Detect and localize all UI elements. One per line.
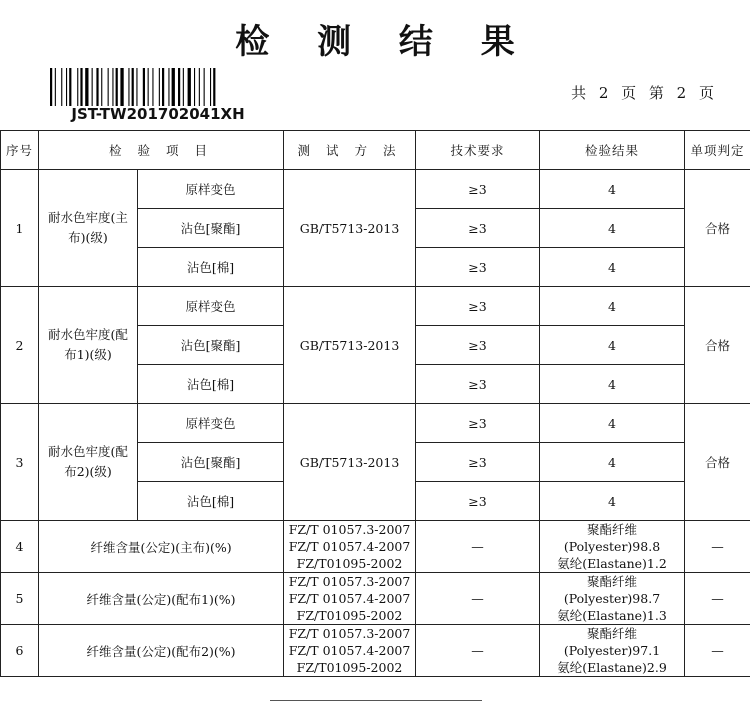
result-cell: 4 — [540, 209, 685, 248]
seq-cell: 6 — [1, 625, 39, 677]
result-cell: 4 — [540, 365, 685, 404]
header-item: 检 验 项 目 — [39, 131, 284, 170]
table-header-row — [1, 131, 750, 170]
result-cell: 4 — [540, 482, 685, 521]
method-line: FZ/T01095-2002 — [296, 608, 403, 623]
method-cell: GB/T5713-2013 — [284, 170, 416, 287]
judgement-cell: 合格 — [685, 170, 750, 287]
requirement-cell: — — [416, 521, 540, 573]
method-cell: GB/T5713-2013 — [284, 287, 416, 404]
seq-cell: 2 — [1, 287, 39, 404]
method-line: FZ/T 01057.4-2007 — [288, 539, 411, 554]
page-title: 检 测 结 果 — [235, 22, 533, 62]
result-cell — [540, 521, 685, 573]
result-line: 聚酯纤维 — [587, 574, 638, 589]
result-cell — [540, 625, 685, 677]
table-row — [1, 521, 750, 573]
method-cell — [284, 573, 416, 625]
sub-item-cell: 沾色[棉] — [138, 248, 284, 287]
requirement-cell: ≥3 — [416, 326, 540, 365]
requirement-cell: ≥3 — [416, 365, 540, 404]
result-line: 氨纶(Elastane)2.9 — [557, 660, 667, 675]
footer-divider — [270, 700, 482, 701]
table-row — [1, 170, 750, 209]
judgement-cell: 合格 — [685, 287, 750, 404]
method-line: FZ/T 01057.4-2007 — [288, 643, 411, 658]
header-result: 检验结果 — [540, 131, 685, 170]
sub-item-cell: 沾色[棉] — [138, 365, 284, 404]
result-cell: 4 — [540, 170, 685, 209]
sub-item-cell: 原样变色 — [138, 404, 284, 443]
method-cell — [284, 521, 416, 573]
table-row — [1, 404, 750, 443]
method-line: FZ/T01095-2002 — [296, 556, 403, 571]
requirement-cell: ≥3 — [416, 482, 540, 521]
result-line: 聚酯纤维 — [587, 522, 638, 537]
method-line: FZ/T 01057.3-2007 — [288, 522, 411, 537]
result-cell: 4 — [540, 287, 685, 326]
requirement-cell: ≥3 — [416, 404, 540, 443]
requirement-cell: ≥3 — [416, 443, 540, 482]
method-cell: GB/T5713-2013 — [284, 404, 416, 521]
judgement-cell: — — [685, 573, 750, 625]
requirement-cell: ≥3 — [416, 170, 540, 209]
barcode-number: JST-TW201702041XH — [71, 105, 245, 123]
result-cell: 4 — [540, 326, 685, 365]
seq-cell: 3 — [1, 404, 39, 521]
requirement-cell: — — [416, 573, 540, 625]
judgement-cell: 合格 — [685, 404, 750, 521]
item-cell: 耐水色牢度(配布1)(级) — [39, 287, 138, 404]
item-cell: 耐水色牢度(配布2)(级) — [39, 404, 138, 521]
item-cell: 纤维含量(公定)(配布1)(%) — [39, 573, 284, 625]
result-cell: 4 — [540, 248, 685, 287]
table-row — [1, 287, 750, 326]
results-table — [0, 130, 750, 677]
sub-item-cell: 沾色[棉] — [138, 482, 284, 521]
sub-item-cell: 沾色[聚酯] — [138, 443, 284, 482]
result-line: 氨纶(Elastane)1.2 — [557, 556, 667, 571]
result-cell: 4 — [540, 443, 685, 482]
method-line: FZ/T 01057.4-2007 — [288, 591, 411, 606]
seq-cell: 4 — [1, 521, 39, 573]
seq-cell: 5 — [1, 573, 39, 625]
table-row — [1, 625, 750, 677]
method-line: FZ/T 01057.3-2007 — [288, 574, 411, 589]
sub-item-cell: 沾色[聚酯] — [138, 326, 284, 365]
method-line: FZ/T 01057.3-2007 — [288, 626, 411, 641]
page-indicator: 共 2 页 第 2 页 — [571, 84, 718, 102]
header-method: 测 试 方 法 — [284, 131, 416, 170]
requirement-cell: — — [416, 625, 540, 677]
header-judgement: 单项判定 — [685, 131, 750, 170]
result-line: 聚酯纤维 — [587, 626, 638, 641]
result-line: 氨纶(Elastane)1.3 — [557, 608, 667, 623]
item-cell: 纤维含量(公定)(配布2)(%) — [39, 625, 284, 677]
judgement-cell: — — [685, 521, 750, 573]
item-cell: 纤维含量(公定)(主布)(%) — [39, 521, 284, 573]
sub-item-cell: 原样变色 — [138, 170, 284, 209]
header-seq: 序号 — [1, 131, 39, 170]
requirement-cell: ≥3 — [416, 287, 540, 326]
result-cell — [540, 573, 685, 625]
result-line: (Polyester)98.7 — [563, 591, 661, 606]
barcode-image — [50, 68, 266, 106]
table-row — [1, 573, 750, 625]
item-cell: 耐水色牢度(主布)(级) — [39, 170, 138, 287]
seq-cell: 1 — [1, 170, 39, 287]
judgement-cell: — — [685, 625, 750, 677]
header-requirement: 技术要求 — [416, 131, 540, 170]
result-cell: 4 — [540, 404, 685, 443]
method-cell — [284, 625, 416, 677]
result-line: (Polyester)98.8 — [563, 539, 661, 554]
result-line: (Polyester)97.1 — [563, 643, 661, 658]
method-line: FZ/T01095-2002 — [296, 660, 403, 675]
sub-item-cell: 原样变色 — [138, 287, 284, 326]
requirement-cell: ≥3 — [416, 248, 540, 287]
requirement-cell: ≥3 — [416, 209, 540, 248]
sub-item-cell: 沾色[聚酯] — [138, 209, 284, 248]
